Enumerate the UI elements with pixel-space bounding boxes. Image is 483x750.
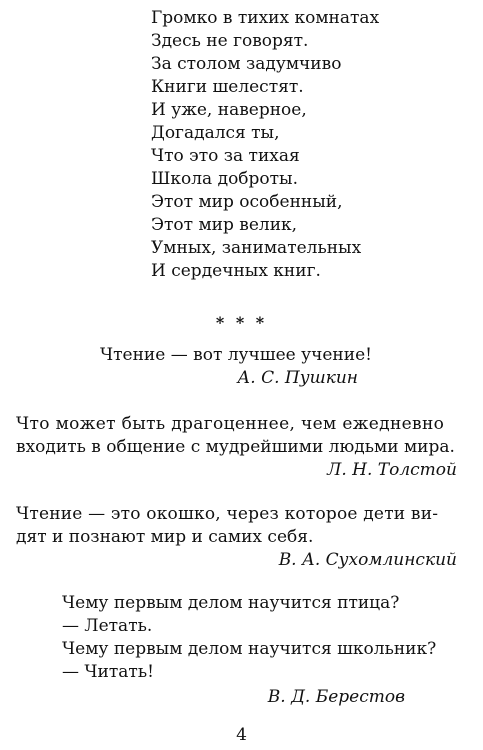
quote-text-line: — Читать! [62, 662, 154, 682]
quote-author: Л. Н. Толстой [327, 460, 457, 480]
quote-berestov [62, 592, 437, 709]
quote-tolstoy [16, 413, 457, 482]
poem-line: Умных, занимательных [151, 238, 362, 258]
quote-text-line: Чему первым делом научится птица? [62, 593, 400, 613]
poem-line: Здесь не говорят. [151, 31, 309, 51]
page-number: 4 [236, 725, 247, 745]
quote-text: Чтение — вот лучшее учение! [100, 345, 372, 365]
poem-line: Книги шелестят. [151, 77, 304, 97]
quote-author: В. Д. Берестов [267, 687, 405, 707]
poem-line: Громко в тихих комнатах [151, 8, 380, 28]
quote-text-line [16, 413, 457, 436]
quote-text-line: входить в общение с мудрейшими людьми мира. [16, 437, 455, 457]
quote-line-content: Что может быть драгоценнее, чем ежедневно [16, 414, 445, 434]
poem-line: Этот мир велик, [151, 215, 298, 235]
quote-sukhomlinsky [16, 503, 457, 572]
poem-line: И уже, наверное, [151, 100, 307, 120]
quote-text-line: Чтение — это окошко, через которое дети ви- [16, 504, 439, 524]
poem [151, 7, 379, 283]
quote-text-line: — Летать. [62, 616, 153, 636]
poem-line: Догадался ты, [151, 123, 280, 143]
quote-text-line: дят и познают мир и самих себя. [16, 527, 314, 547]
quote-text-line: Чему первым делом научится школьник? [62, 639, 437, 659]
poem-line: Этот мир особенный, [151, 192, 343, 212]
poem-line: Что это за тихая [151, 146, 300, 166]
quote-author: А. С. Пушкин [237, 368, 358, 388]
quote-pushkin [100, 344, 372, 390]
poem-line: Школа доброты. [151, 169, 298, 189]
poem-line: И сердечных книг. [151, 261, 321, 281]
section-separator: * * * [215, 313, 268, 332]
quote-author: В. А. Сухомлинский [278, 550, 457, 570]
poem-line: За столом задумчиво [151, 54, 342, 74]
